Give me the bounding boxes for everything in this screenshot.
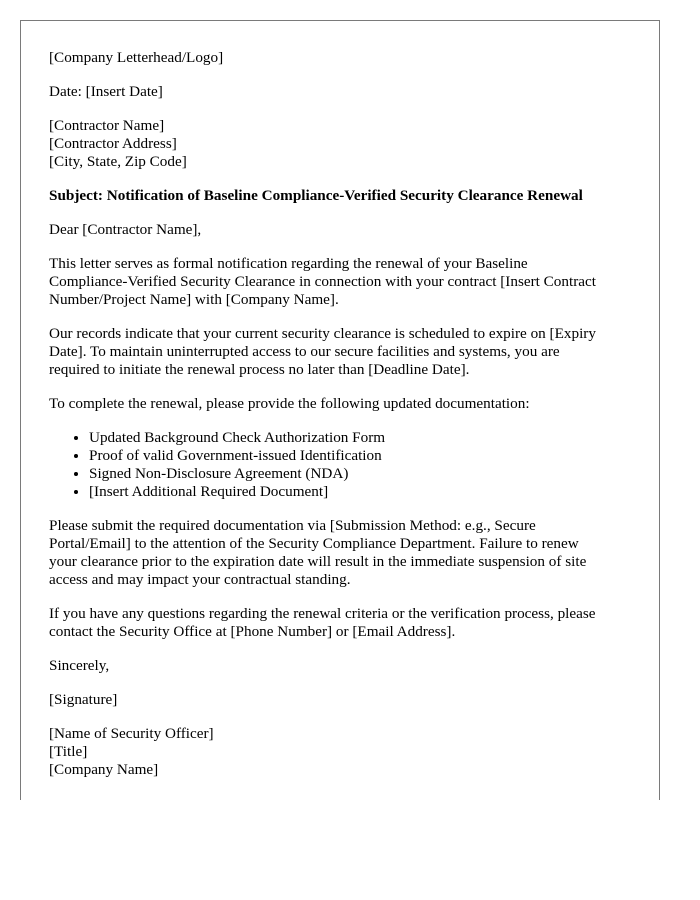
letterhead xyxy=(49,49,639,67)
list-item: • Signed Non-Disclosure Agreement (NDA) xyxy=(89,465,639,483)
date-text: Date: [Insert Date] xyxy=(49,83,163,100)
sender-title: [Title] xyxy=(49,743,88,760)
sender-company: [Company Name] xyxy=(49,761,159,778)
paragraph-line: Our records indicate that your current security clearance is scheduled to expire on [Expiry xyxy=(49,325,596,342)
list-item: • Updated Background Check Authorization Form xyxy=(89,429,639,447)
sender-name: [Name of Security Officer] xyxy=(49,725,214,742)
letterhead-text: [Company Letterhead/Logo] xyxy=(49,49,224,66)
required-documents-list xyxy=(49,429,639,501)
sender-block xyxy=(49,725,639,779)
paragraph-line: If you have any questions regarding the renewal criteria or the verification process, please xyxy=(49,605,596,622)
letter-date xyxy=(49,83,639,101)
paragraph-line: Number/Project Name] with [Company Name]. xyxy=(49,291,339,308)
subject-line xyxy=(49,187,639,205)
paragraph-line: Date]. To maintain uninterrupted access to our secure facilities and systems, you are xyxy=(49,343,560,360)
paragraph-line: Portal/Email] to the attention of the Security Compliance Department. Failure to renew xyxy=(49,535,579,552)
signature-text: [Signature] xyxy=(49,691,118,708)
paragraph-line: This letter serves as formal notification regarding the renewal of your Baseline xyxy=(49,255,528,272)
letter-body xyxy=(49,49,639,795)
salutation xyxy=(49,221,639,239)
paragraph-line: access and may impact your contractual standing. xyxy=(49,571,351,588)
list-item: • Proof of valid Government-issued Identification xyxy=(89,447,639,465)
paragraph-documentation-intro xyxy=(49,395,639,413)
recipient-address xyxy=(49,117,639,171)
recipient-street: [Contractor Address] xyxy=(49,135,177,152)
closing xyxy=(49,657,639,675)
signature xyxy=(49,691,639,709)
paragraph-line: Compliance-Verified Security Clearance in connection with your contract [Insert Contract xyxy=(49,273,596,290)
paragraph-line: To complete the renewal, please provide the following updated documentation: xyxy=(49,395,530,412)
subject-text: Subject: Notification of Baseline Compliance-Verified Security Clearance Renewal xyxy=(49,187,583,204)
list-item: • [Insert Additional Required Document] xyxy=(89,483,639,501)
letter-page xyxy=(20,20,660,800)
paragraph-notification xyxy=(49,255,639,309)
paragraph-submission xyxy=(49,517,639,589)
closing-text: Sincerely, xyxy=(49,657,110,674)
paragraph-line: contact the Security Office at [Phone Number] or [Email Address]. xyxy=(49,623,456,640)
recipient-city: [City, State, Zip Code] xyxy=(49,153,187,170)
paragraph-expiry xyxy=(49,325,639,379)
paragraph-contact xyxy=(49,605,639,641)
paragraph-line: your clearance prior to the expiration date will result in the immediate suspension of site xyxy=(49,553,587,570)
recipient-name: [Contractor Name] xyxy=(49,117,165,134)
salutation-text: Dear [Contractor Name], xyxy=(49,221,202,238)
paragraph-line: required to initiate the renewal process no later than [Deadline Date]. xyxy=(49,361,470,378)
paragraph-line: Please submit the required documentation via [Submission Method: e.g., Secure xyxy=(49,517,536,534)
